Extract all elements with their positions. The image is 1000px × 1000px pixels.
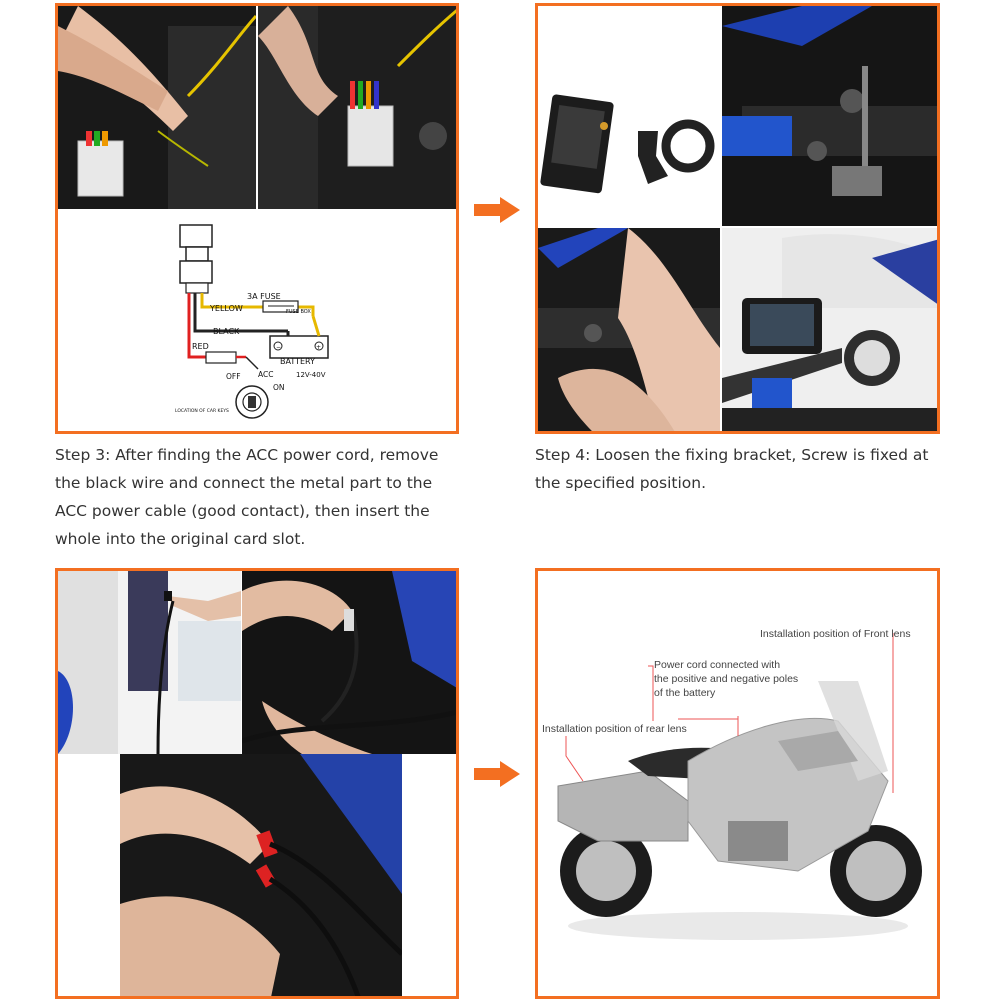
step4-caption: Step 4: Loosen the fixing bracket, Screw is fixed at the specified position. <box>535 446 929 492</box>
label-fuse-box: FUSE BOX <box>286 309 311 315</box>
camera-bracket-image <box>538 6 720 226</box>
step3-caption: Step 3: After finding the ACC power cord, remove the black wire and connect the metal part to the ACC power cable (good contact), then insert the whole into the original card slot. <box>55 446 439 548</box>
acc-wire-photo-left <box>58 6 256 209</box>
connector-photo-top <box>242 571 459 754</box>
label-plus: + <box>316 344 322 351</box>
camera-bracket-photo <box>538 6 720 226</box>
power-cord-label-line3: of the battery <box>654 687 716 699</box>
label-red: RED <box>192 342 209 351</box>
label-minus: − <box>276 344 282 351</box>
label-black: BLACK <box>213 327 240 336</box>
mounted-dashcam-photo <box>722 228 940 434</box>
handlebar-top-image <box>722 6 940 226</box>
acc-wire-photo-left-image <box>58 6 256 209</box>
label-battery: BATTERY <box>280 357 315 366</box>
arrow-right-icon <box>472 196 522 224</box>
label-on: ON <box>273 383 285 392</box>
connector-photo-bottom <box>120 754 402 999</box>
connector-bottom-image <box>120 754 402 999</box>
acc-wire-photo-right-image <box>258 6 459 209</box>
handlebar-photo-hands <box>538 228 720 434</box>
front-lens-label: Installation position of Front lens <box>760 628 911 640</box>
label-key-location: LOCATION OF CAR KEYS <box>175 409 229 414</box>
power-cord-label-line2: the positive and negative poles <box>654 673 799 685</box>
connector-top-image <box>242 571 459 754</box>
cable-routing-panel <box>55 568 459 999</box>
step3-panel <box>55 3 459 434</box>
arrow-right-icon <box>472 760 522 788</box>
label-yellow: YELLOW <box>210 304 243 313</box>
label-fuse: 3A FUSE <box>247 292 281 301</box>
rear-lens-label: Installation position of rear lens <box>542 723 687 735</box>
motorcycle-diagram <box>538 571 937 996</box>
wiring-diagram <box>58 209 459 434</box>
installation-positions-panel <box>535 568 940 999</box>
power-cord-label-line1: Power cord connected with <box>654 659 781 671</box>
step4-panel <box>535 3 940 434</box>
label-voltage: 12V-40V <box>296 371 326 379</box>
acc-wire-photo-right <box>258 6 459 209</box>
mounted-dashcam-image <box>722 228 940 434</box>
rear-lens-cable-image <box>58 571 241 754</box>
label-off: OFF <box>226 372 241 381</box>
handlebar-photo-top <box>722 6 940 226</box>
label-acc: ACC <box>258 370 274 379</box>
rear-lens-cable-photo <box>58 571 241 754</box>
handlebar-hands-image <box>538 228 720 434</box>
